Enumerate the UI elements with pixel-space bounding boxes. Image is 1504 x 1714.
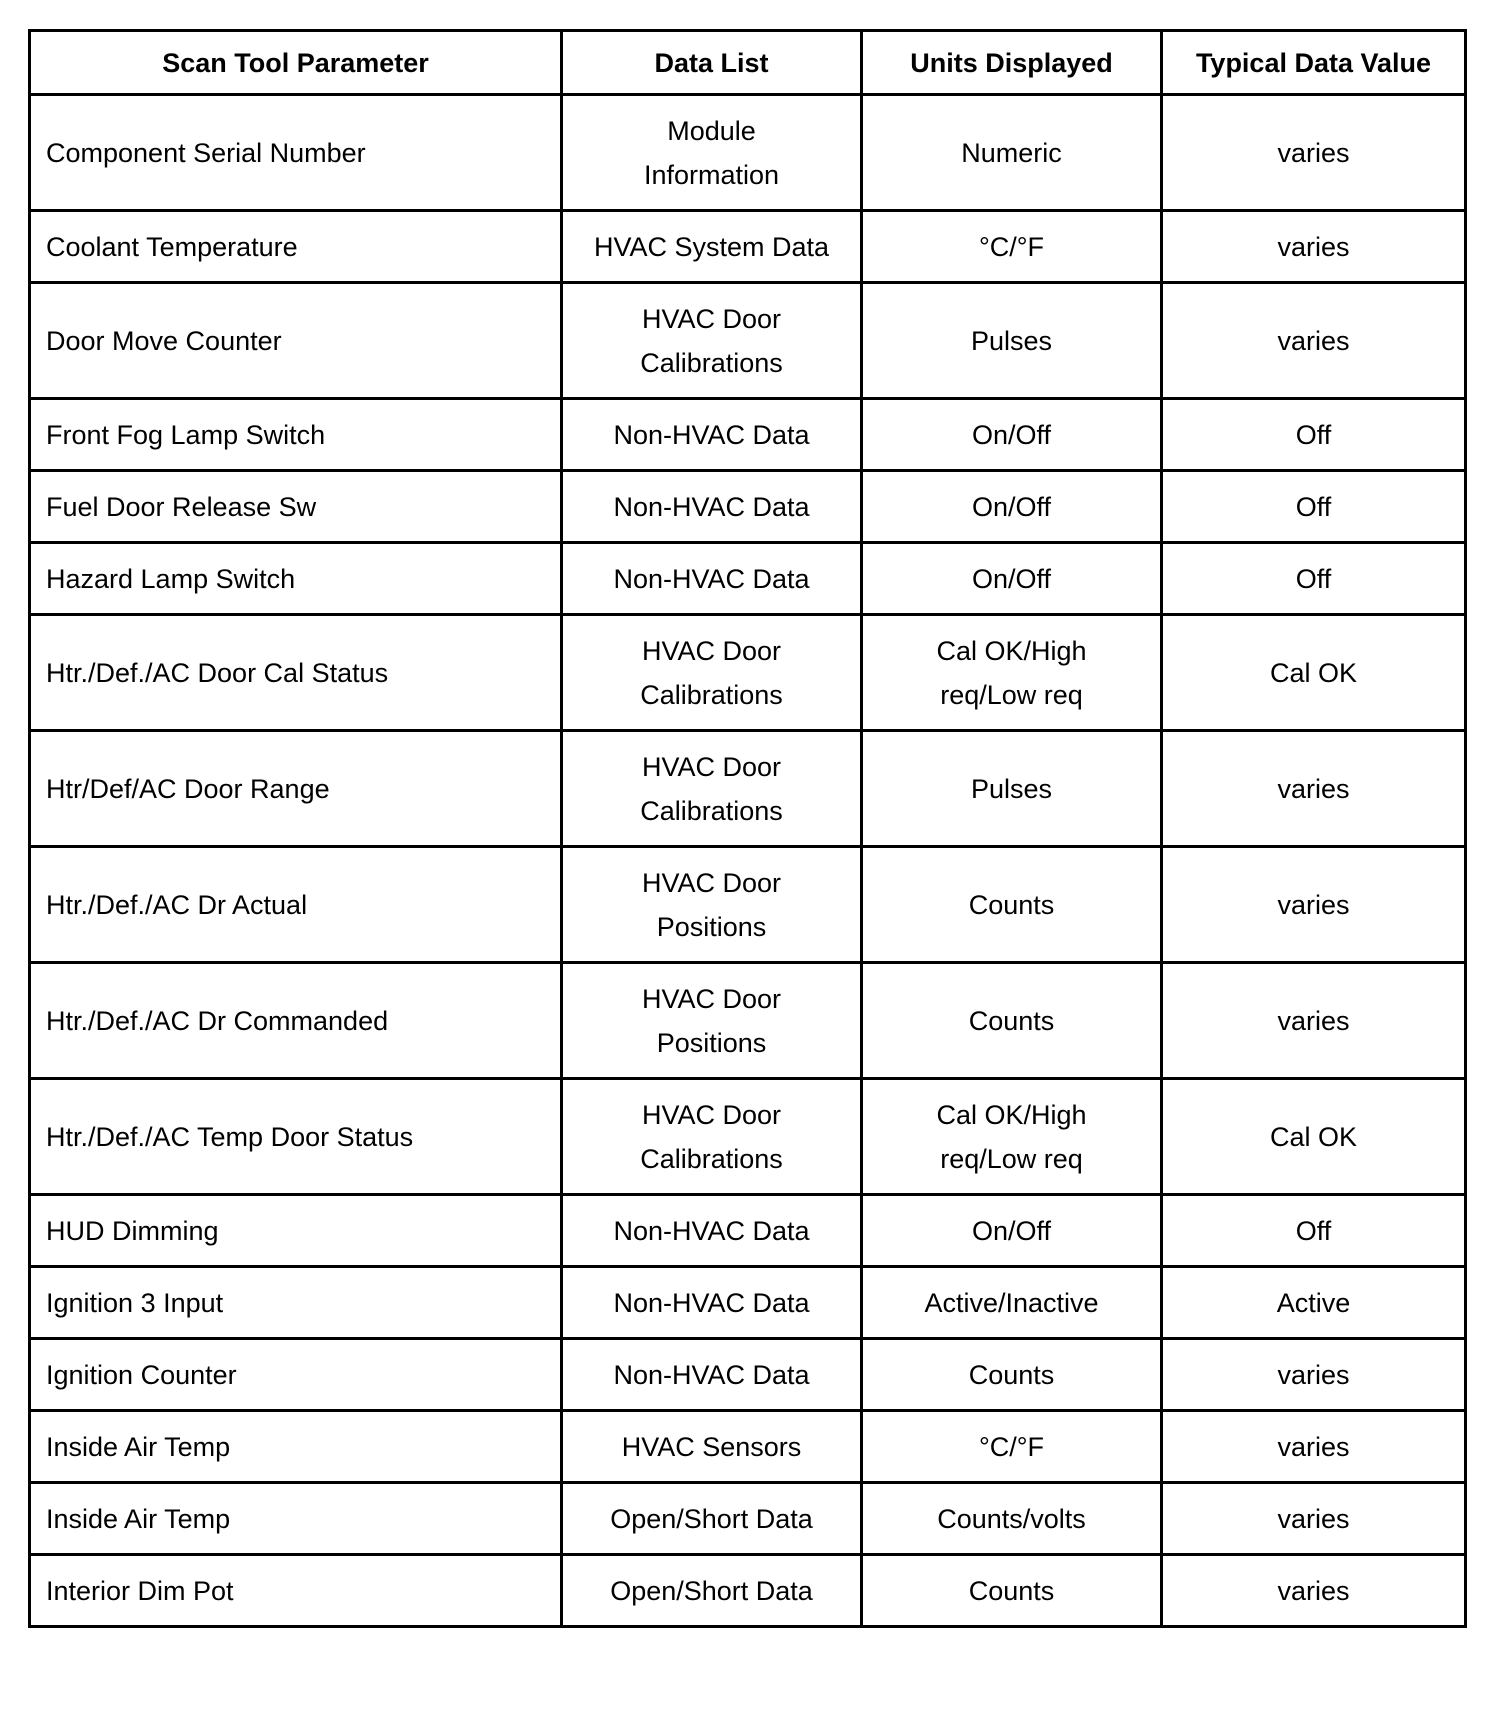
parameter-text: Hazard Lamp Switch [46, 563, 296, 594]
table-row [30, 963, 1466, 1079]
typical-value-text: varies [1277, 773, 1350, 804]
data-list-text: Non-HVAC Data [613, 491, 810, 522]
parameter-cell [30, 1267, 562, 1339]
typical-value-text: varies [1277, 889, 1350, 920]
table-row [30, 471, 1466, 543]
parameter-text: Htr./Def./AC Dr Actual [46, 889, 308, 920]
data-list-cell [562, 399, 862, 471]
parameter-text: Interior Dim Pot [46, 1575, 234, 1606]
typical-value-cell [1162, 1195, 1466, 1267]
data-list-text: HVAC System Data [593, 231, 830, 262]
data-list-cell [562, 731, 862, 847]
units-text: Counts [968, 1575, 1055, 1606]
parameter-text: Ignition Counter [46, 1359, 237, 1390]
units-cell [862, 283, 1162, 399]
parameter-text: Fuel Door Release Sw [46, 491, 317, 522]
parameter-text: Htr./Def./AC Door Cal Status [46, 657, 389, 688]
parameter-cell [30, 847, 562, 963]
units-cell [862, 211, 1162, 283]
parameter-text: Htr./Def./AC Dr Commanded [46, 1005, 389, 1036]
units-cell [862, 471, 1162, 543]
typical-value-cell [1162, 399, 1466, 471]
header-scan-tool-parameter: Scan Tool Parameter [30, 31, 562, 95]
typical-value-cell [1162, 1555, 1466, 1627]
units-text: °C/°F [978, 1431, 1045, 1462]
table-row [30, 399, 1466, 471]
units-cell [862, 1079, 1162, 1195]
table-row [30, 283, 1466, 399]
typical-value-text: varies [1277, 137, 1350, 168]
typical-value-text: Cal OK [1269, 657, 1358, 688]
data-list-cell [562, 1555, 862, 1627]
units-cell [862, 95, 1162, 211]
data-list-text: HVAC Door Calibrations [640, 751, 783, 826]
units-text: Counts [968, 889, 1055, 920]
typical-value-text: Active [1276, 1287, 1351, 1318]
parameter-cell [30, 1079, 562, 1195]
parameter-text: Htr/Def/AC Door Range [46, 773, 330, 804]
data-list-cell [562, 1079, 862, 1195]
data-list-text: Non-HVAC Data [613, 563, 810, 594]
data-list-text: HVAC Door Calibrations [640, 1099, 783, 1174]
data-list-cell [562, 1483, 862, 1555]
table-row [30, 615, 1466, 731]
header-row [30, 31, 1466, 95]
table-row [30, 731, 1466, 847]
data-list-cell [562, 1339, 862, 1411]
data-list-text: Non-HVAC Data [613, 419, 810, 450]
parameter-text: Inside Air Temp [46, 1431, 231, 1462]
typical-value-text: varies [1277, 1359, 1350, 1390]
table-row [30, 1195, 1466, 1267]
scan-tool-data-table [28, 29, 1467, 1628]
typical-value-text: varies [1277, 325, 1350, 356]
units-cell [862, 1483, 1162, 1555]
table-row [30, 95, 1466, 211]
table-row [30, 1555, 1466, 1627]
table-row [30, 543, 1466, 615]
data-list-text: Module Information [643, 115, 780, 190]
units-cell [862, 1267, 1162, 1339]
data-list-cell [562, 1411, 862, 1483]
data-list-text: HVAC Door Positions [641, 867, 782, 942]
units-text: Cal OK/High req/Low req [936, 1099, 1087, 1174]
table-row [30, 1483, 1466, 1555]
parameter-cell [30, 95, 562, 211]
typical-value-cell [1162, 615, 1466, 731]
parameter-cell [30, 543, 562, 615]
typical-value-text: Off [1295, 419, 1332, 450]
typical-value-text: varies [1277, 1575, 1350, 1606]
data-list-text: HVAC Door Calibrations [640, 635, 783, 710]
table-header [30, 31, 1466, 95]
data-list-text: Non-HVAC Data [613, 1215, 810, 1246]
parameter-cell [30, 283, 562, 399]
typical-value-cell [1162, 1339, 1466, 1411]
data-list-cell [562, 615, 862, 731]
parameter-cell [30, 1483, 562, 1555]
table-row [30, 211, 1466, 283]
data-list-text: Open/Short Data [610, 1575, 813, 1606]
header-data-list: Data List [562, 31, 862, 95]
units-cell [862, 963, 1162, 1079]
typical-value-cell [1162, 211, 1466, 283]
units-cell [862, 543, 1162, 615]
data-list-cell [562, 471, 862, 543]
units-cell [862, 399, 1162, 471]
table-row [30, 1411, 1466, 1483]
typical-value-cell [1162, 731, 1466, 847]
units-text: °C/°F [978, 231, 1045, 262]
typical-value-cell [1162, 1079, 1466, 1195]
parameter-cell [30, 1195, 562, 1267]
data-list-cell [562, 1195, 862, 1267]
units-text: Cal OK/High req/Low req [936, 635, 1087, 710]
data-list-cell [562, 283, 862, 399]
table-row [30, 1339, 1466, 1411]
parameter-text: Door Move Counter [46, 325, 282, 356]
parameter-text: HUD Dimming [46, 1215, 219, 1246]
typical-value-cell [1162, 1267, 1466, 1339]
parameter-text: Ignition 3 Input [46, 1287, 224, 1318]
units-text: On/Off [971, 1215, 1052, 1246]
parameter-cell [30, 1339, 562, 1411]
units-text: Pulses [970, 325, 1053, 356]
typical-value-cell [1162, 1411, 1466, 1483]
parameter-text: Coolant Temperature [46, 231, 298, 262]
units-text: Pulses [970, 773, 1053, 804]
parameter-text: Inside Air Temp [46, 1503, 231, 1534]
parameter-cell [30, 1411, 562, 1483]
typical-value-text: Off [1295, 563, 1332, 594]
data-list-text: HVAC Door Calibrations [640, 303, 783, 378]
data-list-text: HVAC Sensors [621, 1431, 802, 1462]
units-cell [862, 1555, 1162, 1627]
parameter-text: Front Fog Lamp Switch [46, 419, 326, 450]
typical-value-text: Off [1295, 491, 1332, 522]
units-text: Numeric [961, 137, 1062, 168]
units-cell [862, 731, 1162, 847]
data-list-text: Non-HVAC Data [613, 1359, 810, 1390]
data-list-cell [562, 847, 862, 963]
typical-value-cell [1162, 471, 1466, 543]
data-list-cell [562, 1267, 862, 1339]
parameter-cell [30, 963, 562, 1079]
data-list-text: Non-HVAC Data [613, 1287, 810, 1318]
units-cell [862, 615, 1162, 731]
table-body [30, 95, 1466, 1627]
units-text: Active/Inactive [924, 1287, 1099, 1318]
typical-value-text: Off [1295, 1215, 1332, 1246]
typical-value-text: varies [1277, 1503, 1350, 1534]
parameter-cell [30, 615, 562, 731]
typical-value-cell [1162, 1483, 1466, 1555]
typical-value-cell [1162, 847, 1466, 963]
data-list-text: HVAC Door Positions [641, 983, 782, 1058]
units-cell [862, 1411, 1162, 1483]
header-units-displayed: Units Displayed [862, 31, 1162, 95]
units-text: Counts [968, 1005, 1055, 1036]
parameter-cell [30, 731, 562, 847]
typical-value-cell [1162, 95, 1466, 211]
units-cell [862, 1339, 1162, 1411]
units-text: On/Off [971, 563, 1052, 594]
typical-value-text: varies [1277, 231, 1350, 262]
units-text: Counts/volts [937, 1503, 1086, 1534]
units-text: On/Off [971, 419, 1052, 450]
units-cell [862, 847, 1162, 963]
units-text: Counts [968, 1359, 1055, 1390]
data-list-cell [562, 543, 862, 615]
data-list-text: Open/Short Data [610, 1503, 813, 1534]
header-typical-data-value: Typical Data Value [1162, 31, 1466, 95]
units-text: On/Off [971, 491, 1052, 522]
typical-value-text: Cal OK [1269, 1121, 1358, 1152]
typical-value-text: varies [1277, 1005, 1350, 1036]
data-list-cell [562, 95, 862, 211]
typical-value-cell [1162, 543, 1466, 615]
parameter-cell [30, 399, 562, 471]
data-list-cell [562, 211, 862, 283]
table-row [30, 1267, 1466, 1339]
units-cell [862, 1195, 1162, 1267]
parameter-cell [30, 1555, 562, 1627]
typical-value-cell [1162, 283, 1466, 399]
parameter-text: Component Serial Number [46, 137, 366, 168]
parameter-cell [30, 211, 562, 283]
parameter-text: Htr./Def./AC Temp Door Status [46, 1121, 414, 1152]
data-list-cell [562, 963, 862, 1079]
table-row [30, 847, 1466, 963]
typical-value-cell [1162, 963, 1466, 1079]
table-row [30, 1079, 1466, 1195]
parameter-cell [30, 471, 562, 543]
typical-value-text: varies [1277, 1431, 1350, 1462]
